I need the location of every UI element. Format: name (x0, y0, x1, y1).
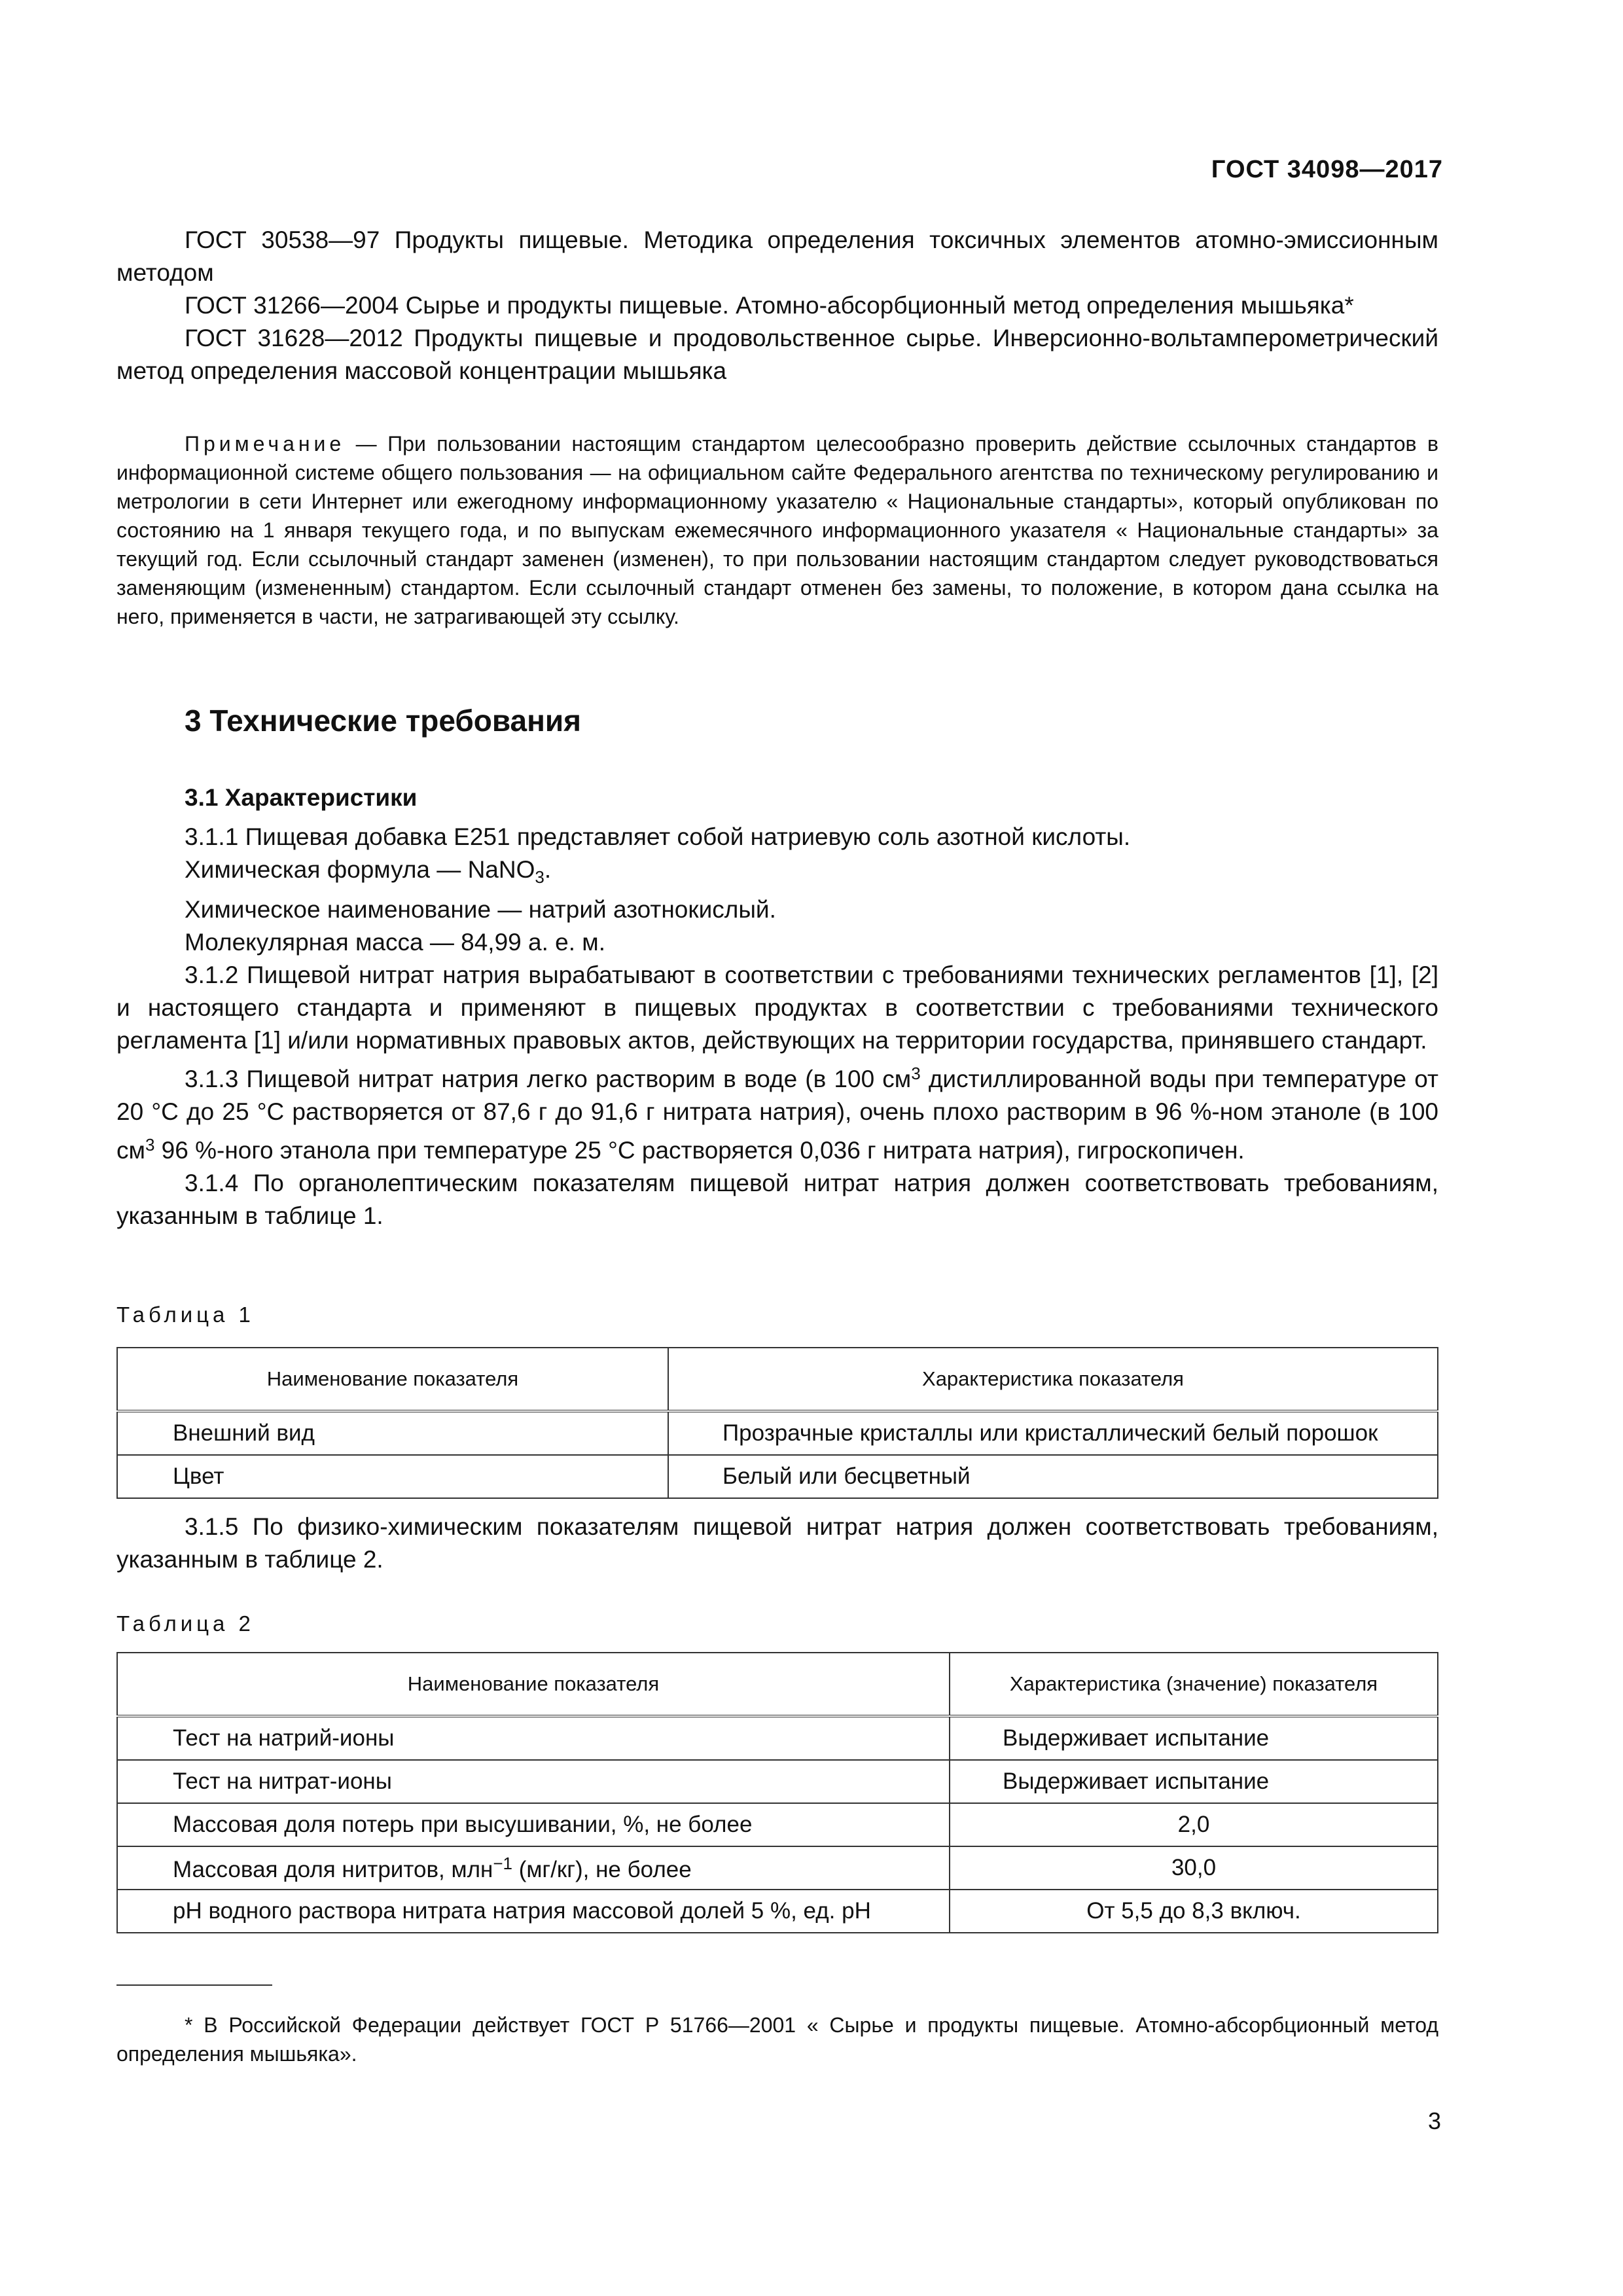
table2-cell: 30,0 (950, 1846, 1438, 1890)
table-row (117, 1455, 1438, 1498)
table2-cell: Тест на натрий-ионы (117, 1716, 950, 1760)
table-row (117, 1716, 1438, 1760)
note-label: Примечание (185, 432, 346, 456)
document-header: ГОСТ 34098—2017 (1211, 156, 1443, 183)
table2-cell: pH водного раствора нитрата натрия массовой долей 5 %, ед. pH (117, 1890, 950, 1933)
table-row (117, 1890, 1438, 1933)
reference-gost-31628: ГОСТ 31628—2012 Продукты пищевые и продовольственное сырье. Инверсионно-вольтамперометрический метод определения массовой концентрации мышьяка (116, 325, 1438, 384)
table2-caption: Таблица 2 (116, 1611, 255, 1636)
table2-header-characteristic: Характеристика (значение) показателя (950, 1653, 1438, 1716)
footnote-divider (116, 1984, 272, 1986)
paragraph-3-1-1: 3.1.1 Пищевая добавка Е251 представляет собой натриевую соль азотной кислоты. (185, 823, 1131, 850)
note-text: — При пользовании настоящим стандартом целесообразно проверить действие ссылочных стандартов в информационной системе общего пользования — на официальном сайте Федерального агентства по техническому регулированию и метрологии в сети Интернет или ежегодному информационному указателю « Национальные стандарты», который опубликован по состоянию на 1 января текущего года, и по выпускам ежемесячного информационного указателя « Национальные стандарты» за текущий год. Если ссылочный стандарт заменен (изменен), то при пользовании настоящим стандартом следует руководствоваться заменяющим (измененным) стандартом. Если ссылочный стандарт отменен без замены, то положение, в котором дана ссылка на него, применяется в части, не затрагивающей эту ссылку. (116, 432, 1438, 628)
table1-cell: Прозрачные кристаллы или кристаллический белый порошок (668, 1411, 1438, 1455)
table-row (117, 1803, 1438, 1846)
table-1 (116, 1347, 1438, 1499)
table-row (117, 1760, 1438, 1803)
reference-gost-30538: ГОСТ 30538—97 Продукты пищевые. Методика определения токсичных элементов атомно-эмиссионным методом (116, 226, 1438, 286)
table2-cell: Выдерживает испытание (950, 1760, 1438, 1803)
section-title: 3 Технические требования (185, 704, 581, 738)
table-row (117, 1846, 1438, 1890)
subsection-title: 3.1 Характеристики (185, 784, 418, 811)
table1-cell: Белый или бесцветный (668, 1455, 1438, 1498)
table2-header-row (117, 1653, 1438, 1716)
table2-header-name: Наименование показателя (117, 1653, 950, 1716)
page-number: 3 (1427, 2108, 1441, 2134)
table1-caption: Таблица 1 (116, 1302, 255, 1327)
chemical-name: Химическое наименование — натрий азотнокислый. (185, 896, 776, 923)
table1-cell: Внешний вид (117, 1411, 668, 1455)
table1-header-name: Наименование показателя (117, 1348, 668, 1411)
table2-cell: Массовая доля нитритов, млн$^{-1}$ (мг/кг), не более (117, 1846, 950, 1890)
paragraph-3-1-5-block (116, 1511, 1438, 1576)
paragraph-3-1-2: 3.1.2 Пищевой нитрат натрия вырабатывают в соответствии с требованиями технических регламентов [1], [2] и настоящего стандарта и применяют в пищевых продуктах в соответствии с требованиями технического регламента [1] и/или нормативных правовых актов, действующих на территории государства, принявшего стандарт. (116, 961, 1438, 1054)
table2-cell: От 5,5 до 8,3 включ. (950, 1890, 1438, 1933)
table-row (117, 1411, 1438, 1455)
paragraph-3-1-4: 3.1.4 По органолептическим показателям пищевой нитрат натрия должен соответствовать требованиям, указанным в таблице 1. (116, 1170, 1438, 1229)
table-2 (116, 1652, 1438, 1933)
molecular-mass: Молекулярная масса — 84,99 а. е. м. (185, 929, 606, 956)
section-body (116, 821, 1438, 1232)
chemical-formula: Химическая формула — NaNO$_3$. (185, 856, 552, 887)
table2-cell: Выдерживает испытание (950, 1716, 1438, 1760)
table1-header-characteristic: Характеристика показателя (668, 1348, 1438, 1411)
table2-cell: 2,0 (950, 1803, 1438, 1846)
table2-cell: Массовая доля потерь при высушивании, %, не более (117, 1803, 950, 1846)
table2-cell: Тест на нитрат-ионы (117, 1760, 950, 1803)
reference-gost-31266: ГОСТ 31266—2004 Сырье и продукты пищевые. Атомно-абсорбционный метод определения мышьяка* (185, 292, 1354, 319)
paragraph-3-1-3: 3.1.3 Пищевой нитрат натрия легко растворим в воде (в 100 $см^3$ дистиллированной воды при температуре от 20 °С до 25 °С растворяется от 87,6 г до 91,6 г нитрата натрия), очень плохо растворим в 96 %-ном этаноле (в 100 $см^3$ 96 %-ного этанола при температуре 25 °С растворяется 0,036 г нитрата натрия), гигроскопичен. (116, 1064, 1438, 1164)
normative-references (116, 224, 1438, 387)
note-paragraph (116, 429, 1438, 631)
table1-cell: Цвет (117, 1455, 668, 1498)
table1-header-row (117, 1348, 1438, 1411)
footnote: * В Российской Федерации действует ГОСТ Р 51766—2001 « Сырье и продукты пищевые. Атомно-абсорбционный метод определения мышьяка». (116, 2013, 1438, 2066)
footnote-block (116, 2011, 1438, 2068)
paragraph-3-1-5: 3.1.5 По физико-химическим показателям пищевой нитрат натрия должен соответствовать требованиям, указанным в таблице 2. (116, 1513, 1438, 1573)
